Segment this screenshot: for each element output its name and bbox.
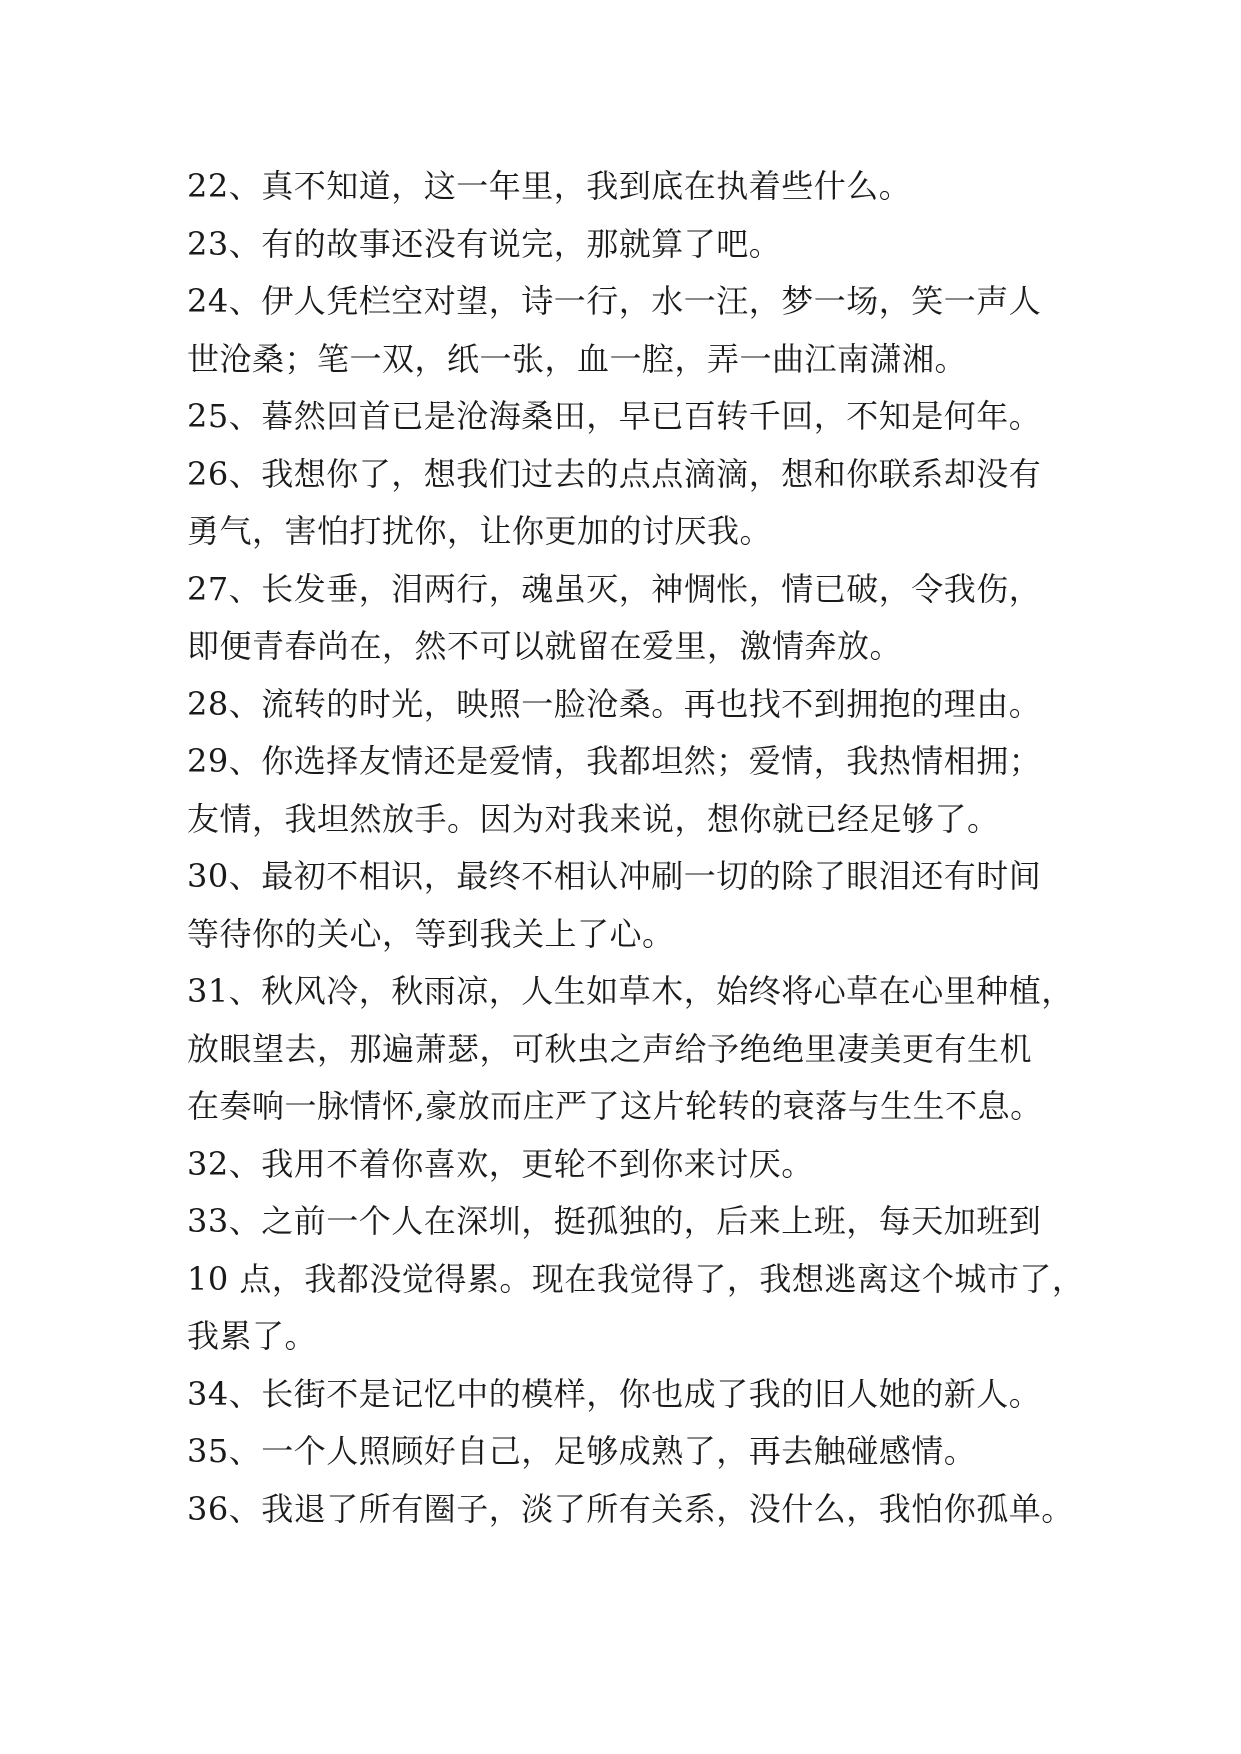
text-line-23: 35、一个人照顾好自己，足够成熟了，再去触碰感情。 (187, 1432, 977, 1470)
text-line-5: 25、暮然回首已是沧海桑田，早已百转千回，不知是何年。 (187, 397, 1042, 435)
text-line-10: 28、流转的时光，映照一脸沧桑。再也找不到拥抱的理由。 (187, 684, 1042, 723)
text-line-6: 26、我想你了，想我们过去的点点滴滴，想和你联系却没有 (187, 454, 1042, 493)
text-line-8: 27、长发垂，泪两行，魂虽灭，神惆怅，情已破，令我伤， (187, 569, 1042, 608)
text-line-22: 34、长街不是记忆中的模样，你也成了我的旧人她的新人。 (187, 1374, 1042, 1413)
text-line-21: 我累了。 (187, 1317, 318, 1355)
text-line-7: 勇气，害怕打扰你，让你更加的讨厌我。 (187, 512, 773, 550)
text-line-24: 36、我退了所有圈子，淡了所有关系，没什么，我怕你孤单。 (187, 1489, 1074, 1528)
text-line-2: 23、有的故事还没有说完，那就算了吧。 (187, 224, 782, 263)
text-line-15: 31、秋风冷，秋雨凉，人生如草木，始终将心草在心里种植， (187, 972, 1074, 1010)
text-line-1: 22、真不知道，这一年里，我到底在执着些什么。 (187, 167, 912, 205)
document-body (187, 158, 1085, 1538)
text-line-19: 33、之前一个人在深圳，挺孤独的，后来上班，每天加班到 (187, 1202, 1042, 1240)
text-line-18: 32、我用不着你喜欢，更轮不到你来讨厌。 (187, 1144, 814, 1183)
text-line-14: 等待你的关心，等到我关上了心。 (187, 914, 675, 953)
text-line-9: 即便青春尚在，然不可以就留在爱里，激情奔放。 (187, 627, 903, 665)
text-line-20: 10 点，我都没觉得累。现在我觉得了，我想逃离这个城市了， (187, 1259, 1085, 1298)
text-line-16: 放眼望去，那遍萧瑟，可秋虫之声给予绝绝里凄美更有生机 (187, 1029, 1033, 1068)
text-line-13: 30、最初不相识，最终不相认冲刷一切的除了眼泪还有时间 (187, 857, 1042, 895)
text-line-4: 世沧桑；笔一双，纸一张，血一腔，弄一曲江南潇湘。 (187, 339, 968, 378)
text-line-12: 友情，我坦然放手。因为对我来说，想你就已经足够了。 (187, 799, 1000, 838)
text-line-3: 24、伊人凭栏空对望，诗一行，水一汪，梦一场，笑一声人 (187, 282, 1042, 320)
text-line-17: 在奏响一脉情怀,豪放而庄严了这片轮转的衰落与生生不息。 (187, 1087, 1043, 1125)
text-line-11: 29、你选择友情还是爱情，我都坦然；爱情，我热情相拥； (187, 742, 1042, 780)
